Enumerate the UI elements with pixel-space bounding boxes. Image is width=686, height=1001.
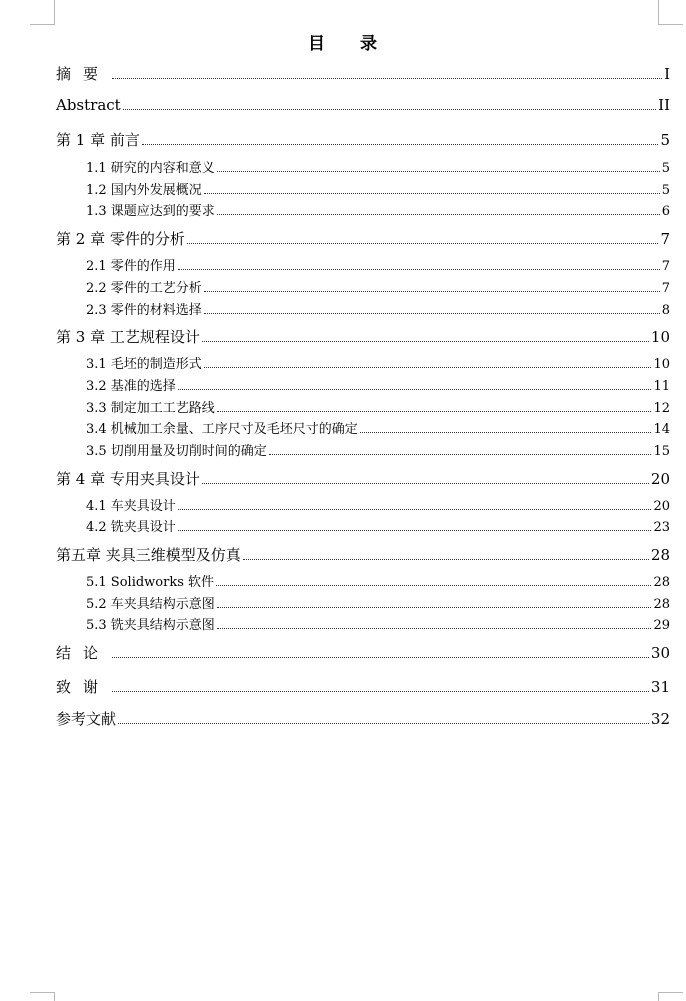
toc-entry-1-1[interactable] [86,157,670,176]
page-corner-mark-bottom-left [30,992,55,1001]
toc-entry-label: 4.2 铣夹具设计 [86,520,176,535]
toc-entry-1-2[interactable] [86,179,670,198]
toc-entry-3-4[interactable] [86,418,670,437]
toc-leader-dots [204,313,660,314]
toc-leader-dots [217,607,652,608]
toc-leader-dots [118,723,649,724]
toc-entry-label: 参考文献 [56,710,117,728]
toc-entry-page: 7 [661,281,670,296]
toc-leader-dots [217,214,660,215]
toc-entry-page: 20 [653,499,670,514]
toc-entry-page: 28 [653,575,670,590]
toc-entry-label: 摘要 [56,65,111,83]
toc-leader-dots [112,78,662,79]
page-corner-mark-top-left [30,0,55,25]
toc-leader-dots [204,193,660,194]
toc-entry-label: 5.3 铣夹具结构示意图 [86,618,215,633]
toc-entry-2-1[interactable] [86,255,670,274]
toc-entry-page: 28 [653,597,670,612]
toc-entry-conclusion[interactable] [56,642,670,663]
page-title [0,29,686,54]
toc-leader-dots [178,530,652,531]
toc-leader-dots [112,691,649,692]
toc-entry-5-1[interactable] [86,571,670,590]
toc-entry-label: 4.1 车夹具设计 [86,499,176,514]
toc-entry-chapter-5[interactable] [56,544,670,565]
toc-entry-3-2[interactable] [86,375,670,394]
toc-entry-label: 1.2 国内外发展概况 [86,183,202,198]
toc-entry-page: 20 [650,470,670,488]
toc-leader-dots [187,243,659,244]
toc-leader-dots [360,432,652,433]
toc-entry-page: 11 [653,379,670,394]
toc-entry-page: 30 [650,644,670,662]
toc-entry-label: 1.3 课题应达到的要求 [86,204,215,219]
toc-entry-label: 第五章 夹具三维模型及仿真 [56,546,241,564]
toc-entry-acknowledgements[interactable] [56,676,670,697]
toc-entry-label: 第 1 章 前言 [56,131,140,149]
toc-entry-label: 第 2 章 零件的分析 [56,230,185,248]
toc-entry-3-5[interactable] [86,440,670,459]
toc-entry-page: 5 [661,161,670,176]
toc-entry-chapter-1[interactable] [56,129,670,150]
toc-entry-label: 第 3 章 工艺规程设计 [56,328,200,346]
toc-leader-dots [202,483,649,484]
toc-entry-label: 第 4 章 专用夹具设计 [56,470,200,488]
toc-leader-dots [178,269,660,270]
toc-entry-abstract-cn[interactable] [56,63,670,84]
toc-entry-label: 2.1 零件的作用 [86,259,176,274]
toc-entry-page: 10 [653,357,670,372]
toc-entry-page: 28 [650,546,670,564]
toc-leader-dots [178,389,652,390]
toc-entry-label: 2.3 零件的材料选择 [86,303,202,318]
toc-entry-label: Abstract [56,96,121,114]
toc-entry-page: 5 [660,131,670,149]
toc-leader-dots [269,454,652,455]
toc-entry-label: 3.2 基准的选择 [86,379,176,394]
toc-entry-page: 10 [650,328,670,346]
toc-leader-dots [123,109,656,110]
toc-entry-label: 致谢 [56,678,111,696]
toc-entry-chapter-2[interactable] [56,228,670,249]
toc-entry-label: 5.1 Solidworks 软件 [86,575,215,590]
toc-entry-abstract-en[interactable] [56,96,670,114]
toc-leader-dots [112,657,649,658]
toc-entry-page: 12 [653,401,670,416]
toc-entry-4-2[interactable] [86,516,670,535]
toc-leader-dots [178,509,652,510]
toc-leader-dots [243,559,649,560]
toc-leader-dots [142,144,659,145]
toc-entry-label: 3.5 切削用量及切削时间的确定 [86,444,267,459]
toc-entry-chapter-3[interactable] [56,326,670,347]
page-corner-mark-bottom-right [658,992,683,1001]
toc-entry-page: 8 [661,303,670,318]
page-corner-mark-top-right [658,0,683,25]
toc-leader-dots [217,171,660,172]
toc-leader-dots [217,411,652,412]
toc-entry-page: 31 [650,678,670,696]
toc-entry-page: 29 [653,618,670,633]
toc-entry-5-3[interactable] [86,614,670,633]
toc-entry-label: 5.2 车夹具结构示意图 [86,597,215,612]
title-char-2: 录 [360,34,378,54]
toc-entry-5-2[interactable] [86,593,670,612]
toc-entry-page: 7 [660,230,670,248]
toc-entry-page: 5 [661,183,670,198]
toc-entry-chapter-4[interactable] [56,468,670,489]
toc-entry-label: 3.1 毛坯的制造形式 [86,357,202,372]
toc-entry-3-3[interactable] [86,397,670,416]
toc-entry-page: I [664,65,670,83]
toc-entry-label: 结论 [56,644,111,662]
toc-entry-label: 3.3 制定加工工艺路线 [86,401,215,416]
toc-entry-label: 2.2 零件的工艺分析 [86,281,202,296]
toc-entry-label: 3.4 机械加工余量、工序尺寸及毛坯尺寸的确定 [86,422,358,437]
toc-entry-page: 7 [661,259,670,274]
toc-leader-dots [216,585,651,586]
toc-entry-4-1[interactable] [86,495,670,514]
toc-entry-label: 1.1 研究的内容和意义 [86,161,215,176]
toc-entry-page: 23 [653,520,670,535]
toc-entry-page: 15 [653,444,670,459]
toc-entry-page: 32 [650,710,670,728]
toc-entry-page: 6 [661,204,670,219]
toc-entry-1-3[interactable] [86,200,670,219]
toc-entry-2-2[interactable] [86,277,670,296]
toc-entry-2-3[interactable] [86,299,670,318]
toc-entry-references[interactable] [56,708,670,729]
toc-leader-dots [217,628,652,629]
toc-leader-dots [204,291,660,292]
toc-entry-page: 14 [653,422,670,437]
toc-leader-dots [202,341,649,342]
toc-entry-page: II [658,96,670,114]
toc-leader-dots [204,367,652,368]
title-char-1: 目 [308,34,326,54]
toc-entry-3-1[interactable] [86,353,670,372]
